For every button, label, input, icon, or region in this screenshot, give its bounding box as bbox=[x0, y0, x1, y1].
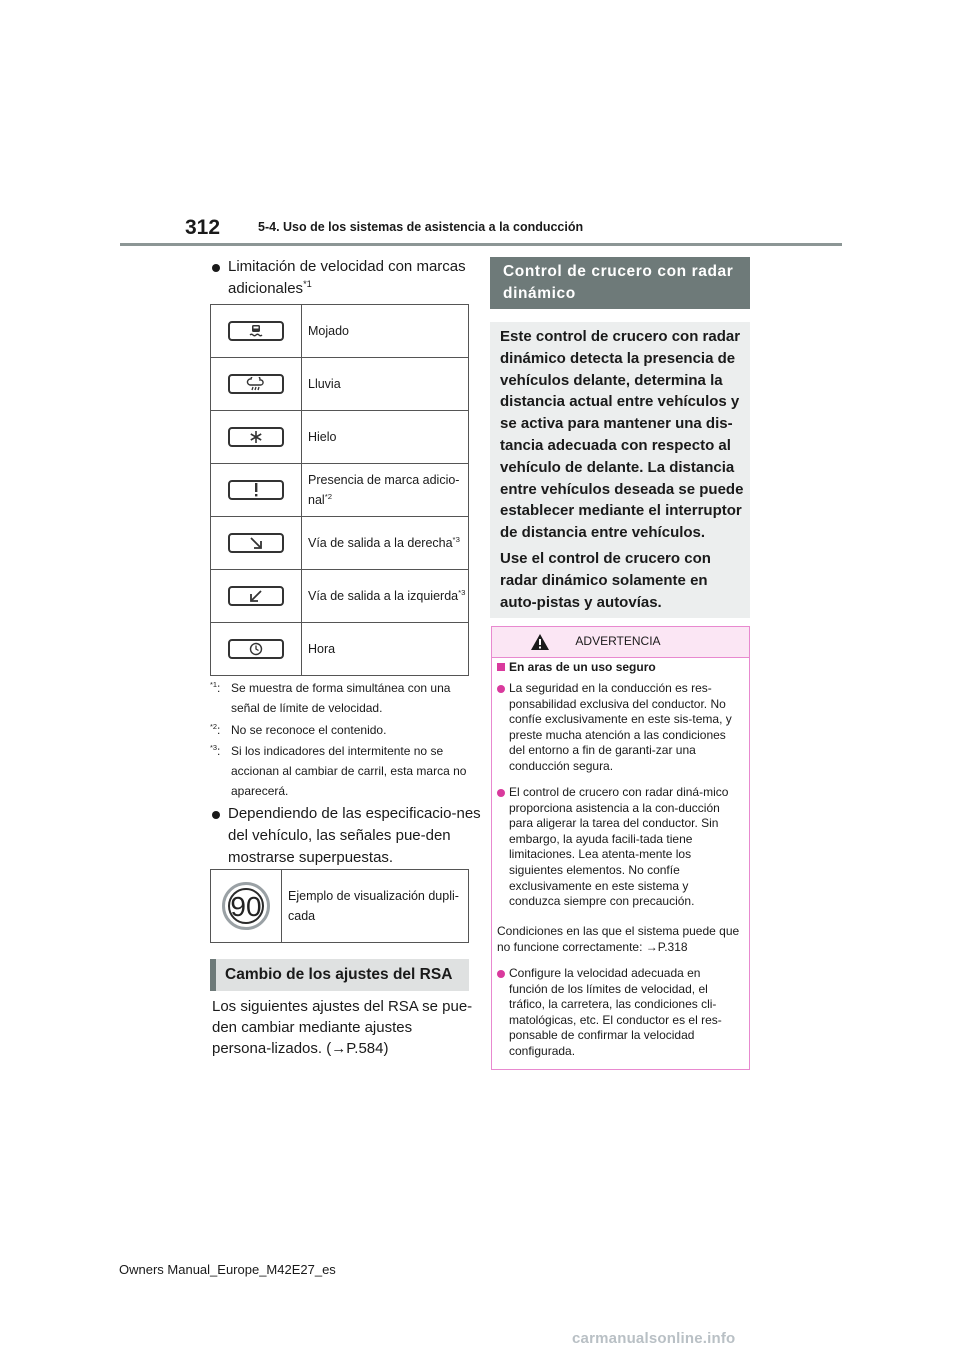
bullet-dot bbox=[497, 789, 505, 797]
rain-icon bbox=[228, 374, 284, 394]
table-row bbox=[211, 623, 469, 676]
footnote-1: $^{*1}$: Se muestra de forma simultánea con una señal de límite de velocidad. bbox=[210, 680, 451, 715]
sign-table bbox=[210, 304, 469, 676]
cruise-section-heading: Control de crucero con radar dinámico bbox=[490, 257, 750, 309]
bullet-text: Limitación de velocidad con marcas adicionales bbox=[228, 258, 466, 297]
table-row bbox=[211, 870, 469, 943]
warning-header bbox=[492, 627, 749, 658]
arrow-down-right-icon bbox=[228, 533, 284, 553]
header-rule bbox=[120, 243, 842, 246]
warning-item: La seguridad en la conducción es res-ponsabilidad exclusiva del conductor. No confíe exclusivamente en este sis-tema, y preste mucha atención a las condiciones del entorno a fin de garanti-zar una conducción segura. bbox=[497, 681, 740, 775]
warning-box bbox=[491, 626, 750, 1070]
speed-limit-value: 90 bbox=[228, 888, 264, 924]
clock-icon bbox=[228, 639, 284, 659]
bullet-dot bbox=[212, 264, 220, 272]
sign-label: Vía de salida a la derecha$^{*3}$ bbox=[302, 517, 469, 570]
watermark: carmanualsonline.info bbox=[572, 1330, 736, 1347]
table-row bbox=[211, 411, 469, 464]
sign-label: Mojado bbox=[302, 305, 469, 358]
footnote-ref: *1 bbox=[303, 279, 312, 289]
bullet-dot bbox=[497, 685, 505, 693]
bullet-additional-signs bbox=[212, 256, 488, 300]
wet-road-icon bbox=[228, 321, 284, 341]
warning-subheading: En aras de un uso seguro bbox=[497, 660, 656, 674]
footnote-2: $^{*2}$: No se reconoce el contenido. bbox=[210, 722, 387, 737]
bullet-overlap-signs bbox=[212, 803, 488, 869]
rsa-section-heading: Cambio de los ajustes del RSA bbox=[210, 959, 469, 991]
sign-label: Vía de salida a la izquierda$^{*3}$ bbox=[302, 570, 469, 623]
section-title: 5-4. Uso de los sistemas de asistencia a la conducción bbox=[258, 220, 584, 234]
sign-label: Lluvia bbox=[302, 358, 469, 411]
cruise-intro-box bbox=[490, 322, 750, 618]
speed-limit-sign-icon bbox=[222, 882, 270, 930]
bullet-dot bbox=[212, 811, 220, 819]
sign-label: Presencia de marca adicio-nal$^{*2}$ bbox=[302, 464, 469, 517]
exclamation-icon bbox=[228, 480, 284, 500]
sign-label: Hielo bbox=[302, 411, 469, 464]
cruise-usage-text: Use el control de crucero con radar dinámico solamente en auto-pistas y autovías. bbox=[500, 550, 711, 611]
table-row bbox=[211, 570, 469, 623]
sign-label: Ejemplo de visualización dupli-cada bbox=[282, 870, 469, 943]
footnote-3: $^{*3}$: Si los indicadores del intermitente no se accionan al cambiar de carril, esta marca no aparecerá. bbox=[210, 743, 467, 798]
snowflake-icon bbox=[228, 427, 284, 447]
bullet-text: Dependiendo de las especificacio-nes del vehículo, las señales pue-den mostrarse superpuestas. bbox=[228, 805, 481, 866]
table-row bbox=[211, 358, 469, 411]
arrow-down-left-icon bbox=[228, 586, 284, 606]
warning-item: Configure la velocidad adecuada en función de los límites de velocidad, el tráfico, la carretera, las condiciones cli-matológicas, etc. El conductor es el res-ponsable de confirmar la velocidad configurada. bbox=[497, 966, 740, 1060]
bullet-dot bbox=[497, 970, 505, 978]
rsa-body-text: Los siguientes ajustes del RSA se pue-den cambiar mediante ajustes persona-lizados. (→P.584) bbox=[212, 998, 473, 1057]
footer-manual-id: Owners Manual_Europe_M42E27_es bbox=[119, 1262, 336, 1277]
table-row bbox=[211, 305, 469, 358]
table-row bbox=[211, 517, 469, 570]
page-number: 312 bbox=[185, 216, 221, 239]
table-row bbox=[211, 464, 469, 517]
square-bullet-icon bbox=[497, 663, 505, 671]
warning-conditions-text: Condiciones en las que el sistema puede que no funcione correctamente: →P.318 bbox=[497, 924, 740, 954]
sign-label: Hora bbox=[302, 623, 469, 676]
cruise-intro-text: Este control de crucero con radar dinámico detecta la presencia de vehículos delante, determina la distancia actual entre vehículos y se activa para mantener una dis-tancia adecuada con respecto al vehículo de delante. La distancia entre vehículos deseada se puede establecer mediante el interruptor de distancia entre vehículos. bbox=[500, 328, 744, 542]
warning-title: ADVERTENCIA bbox=[575, 634, 661, 648]
duplicate-sign-table bbox=[210, 869, 469, 943]
warning-item: El control de crucero con radar diná-mico proporciona asistencia a la con-ducción para aligerar la tarea del conductor. Sin embargo, la ayuda facili-tada tiene limitaciones. Lea atenta-mente los siguientes elementos. No confíe exclusivamente en este sistema y conduzca siempre con precaución. bbox=[497, 785, 740, 910]
